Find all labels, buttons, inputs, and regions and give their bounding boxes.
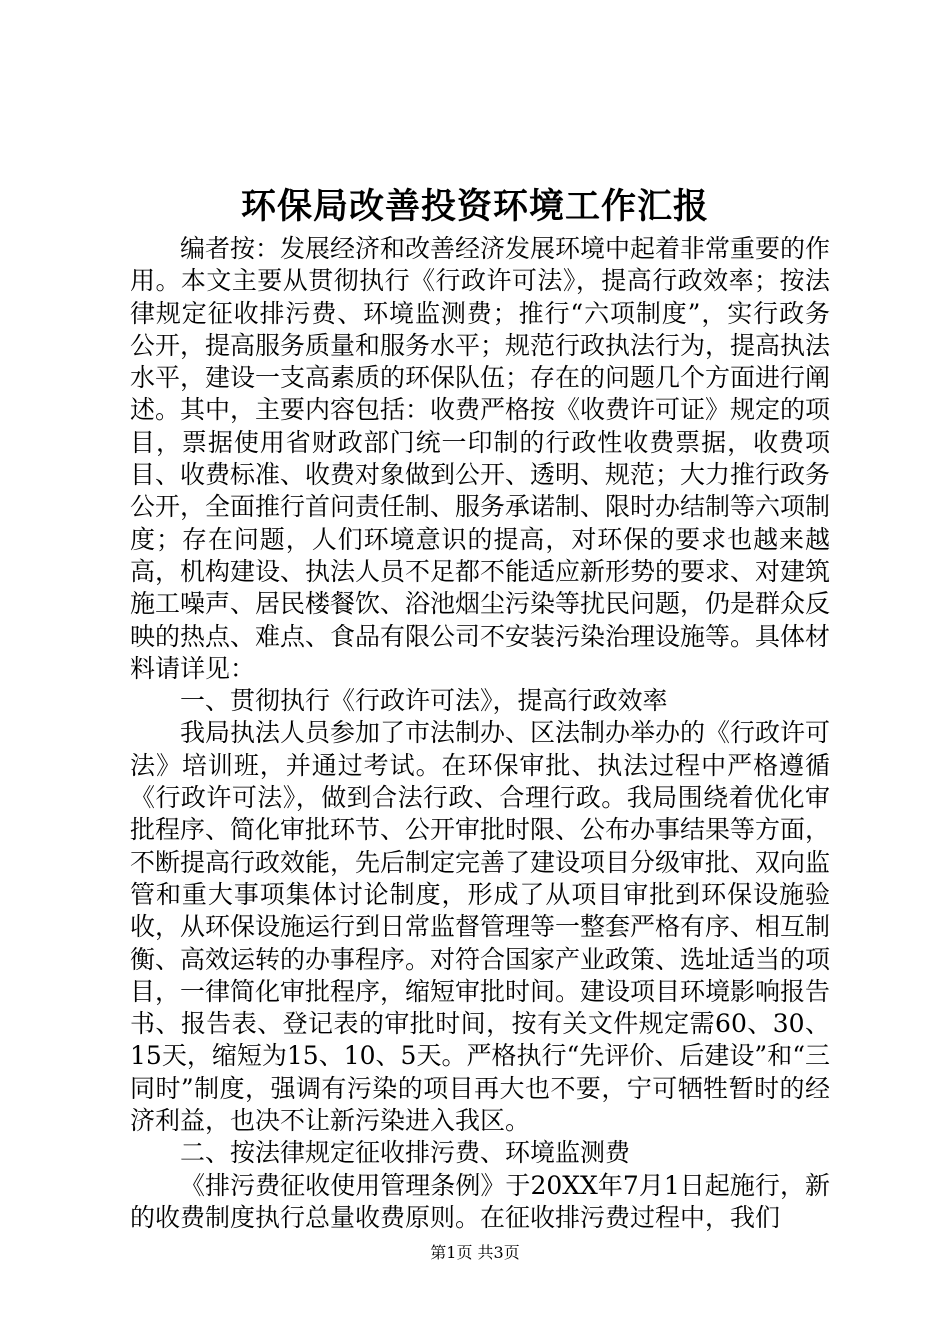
page-footer: 第1页 共3页: [430, 1243, 520, 1262]
document-body: [130, 233, 830, 1234]
section-1-paragraph: 我局执法人员参加了市法制办、区法制办举办的《行政许可法》培训班，并通过考试。在环保审批、执法过程中严格遵循《行政许可法》，做到合法行政、合理行政。我局围绕着优化审批程序、简化审批环节、公开审批时限、公布办事结果等方面，不断提高行政效能，先后制定完善了建设项目分级审批、双向监管和重大事项集体讨论制度，形成了从项目审批到环保设施验收，从环保设施运行到日常监督管理等一整套严格有序、相互制衡、高效运转的办事程序。对符合国家产业政策、选址适当的项目，一律简化审批程序，缩短审批时间。建设项目环境影响报告书、报告表、登记表的审批时间，按有关文件规定需60、30、15天，缩短为15、10、5天。严格执行“先评价、后建设”和“三同时”制度，强调有污染的项目再大也不要，宁可牺牲暂时的经济利益，也决不让新污染进入我区。: [130, 718, 831, 1136]
document-title: 环保局改善投资环境工作汇报: [240, 186, 709, 227]
editor-note-paragraph: 编者按：发展经济和改善经济发展环境中起着非常重要的作用。本文主要从贯彻执行《行政许可法》，提高行政效率；按法律规定征收排污费、环境监测费；推行“六项制度”，实行政务公开，提高服务质量和服务水平；规范行政执法行为，提高执法水平，建设一支高素质的环保队伍；存在的问题几个方面进行阐述。其中，主要内容包括：收费严格按《收费许可证》规定的项目，票据使用省财政部门统一印制的行政性收费票据，收费项目、收费标准、收费对象做到公开、透明、规范；大力推行政务公开，全面推行首问责任制、服务承诺制、限时办结制等六项制度；存在问题，人们环境意识的提高，对环保的要求也越来越高，机构建设、执法人员不足都不能适应新形势的要求、对建筑施工噪声、居民楼餐饮、浴池烟尘污染等扰民问题，仍是群众反映的热点、难点、食品有限公司不安装污染治理设施等。具体材料请详见：: [130, 234, 831, 683]
section-heading-1: 一、贯彻执行《行政许可法》，提高行政效率: [180, 686, 668, 716]
section-2-paragraph: 《排污费征收使用管理条例》于20XX年7月1日起施行，新的收费制度执行总量收费原则。在征收排污费过程中，我们: [130, 1170, 830, 1232]
section-heading-2: 二、按法律规定征收排污费、环境监测费: [180, 1138, 631, 1168]
